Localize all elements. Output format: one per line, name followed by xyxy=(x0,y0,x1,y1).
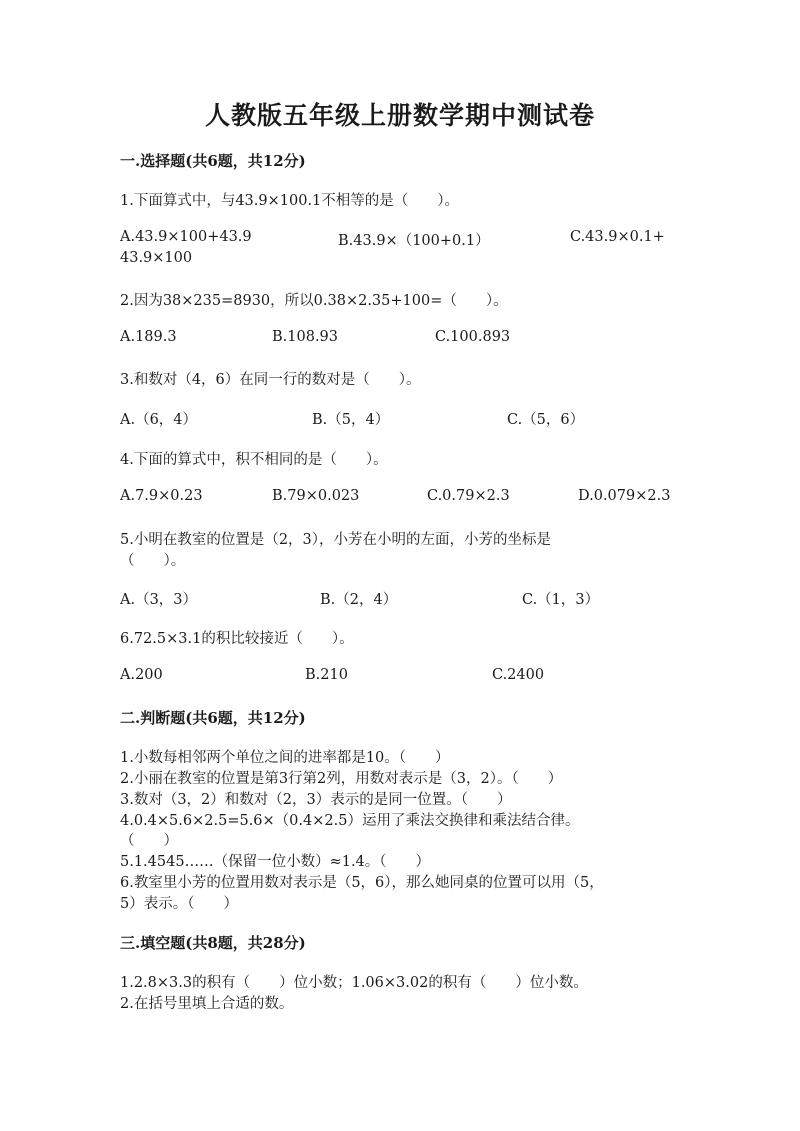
option: A.189.3 xyxy=(120,329,177,345)
judgment-line: 2.小丽在教室的位置是第3行第2列，用数对表示是（3，2）。（ ） xyxy=(120,771,563,787)
judgment-line: 5）表示。（ ） xyxy=(120,896,238,912)
page-title: 人教版五年级上册数学期中测试卷 xyxy=(204,101,595,130)
option: B.43.9×（100+0.1） xyxy=(338,233,490,249)
option: C.100.893 xyxy=(435,329,511,345)
option: B.108.93 xyxy=(272,329,339,345)
option: A.200 xyxy=(120,667,163,683)
option: A.（3，3） xyxy=(120,592,198,608)
judgment-line: （ ） xyxy=(120,833,178,849)
judgment-line: 1.小数每相邻两个单位之间的进率都是10。（ ） xyxy=(120,750,450,766)
option: C.0.79×2.3 xyxy=(427,488,510,504)
option-continued: 43.9×100 xyxy=(120,250,193,266)
section-heading-fill-in: 三.填空题(共8题，共28分) xyxy=(120,934,306,952)
judgment-line: 5.1.4545……（保留一位小数）≈1.4。（ ） xyxy=(120,854,431,870)
option: B.（5，4） xyxy=(312,412,390,428)
option: B.（2，4） xyxy=(320,592,398,608)
fill-in-line: 1.2.8×3.3的积有（ ）位小数；1.06×3.02的积有（ ）位小数。 xyxy=(120,975,588,991)
option: C.43.9×0.1+ xyxy=(570,229,665,245)
judgment-line: 4.0.4×5.6×2.5=5.6×（0.4×2.5）运用了乘法交换律和乘法结合律。 xyxy=(120,813,580,829)
option: B.210 xyxy=(305,667,348,683)
option: A.7.9×0.23 xyxy=(120,488,203,504)
option: A.43.9×100+43.9 xyxy=(120,229,252,245)
option: C.（1，3） xyxy=(522,592,600,608)
option: C.（5，6） xyxy=(507,412,585,428)
question-stem: 3.和数对（4，6）在同一行的数对是（ ）。 xyxy=(120,372,421,388)
question-stem: 4.下面的算式中，积不相同的是（ ）。 xyxy=(120,452,388,468)
judgment-line: 6.教室里小芳的位置用数对表示是（5，6），那么她同桌的位置可以用（5， xyxy=(120,875,604,891)
section-heading-judgment: 二.判断题(共6题，共12分) xyxy=(120,709,306,727)
option: C.2400 xyxy=(492,667,545,683)
question-stem-continued: （ ）。 xyxy=(120,553,186,569)
question-stem: 6.72.5×3.1的积比较接近（ ）。 xyxy=(120,631,354,647)
question-stem: 5.小明在教室的位置是（2，3），小芳在小明的左面，小芳的坐标是 xyxy=(120,532,552,548)
section-heading-choice: 一.选择题(共6题，共12分) xyxy=(120,152,306,170)
option: D.0.079×2.3 xyxy=(578,488,671,504)
fill-in-line: 2.在括号里填上合适的数。 xyxy=(120,996,294,1012)
question-stem: 1.下面算式中，与43.9×100.1不相等的是（ ）。 xyxy=(120,193,460,209)
judgment-line: 3.数对（3，2）和数对（2，3）表示的是同一位置。（ ） xyxy=(120,792,512,808)
option: A.（6，4） xyxy=(120,412,198,428)
question-stem: 2.因为38×235=8930，所以0.38×2.35+100=（ ）。 xyxy=(120,293,508,309)
option: B.79×0.023 xyxy=(272,488,360,504)
